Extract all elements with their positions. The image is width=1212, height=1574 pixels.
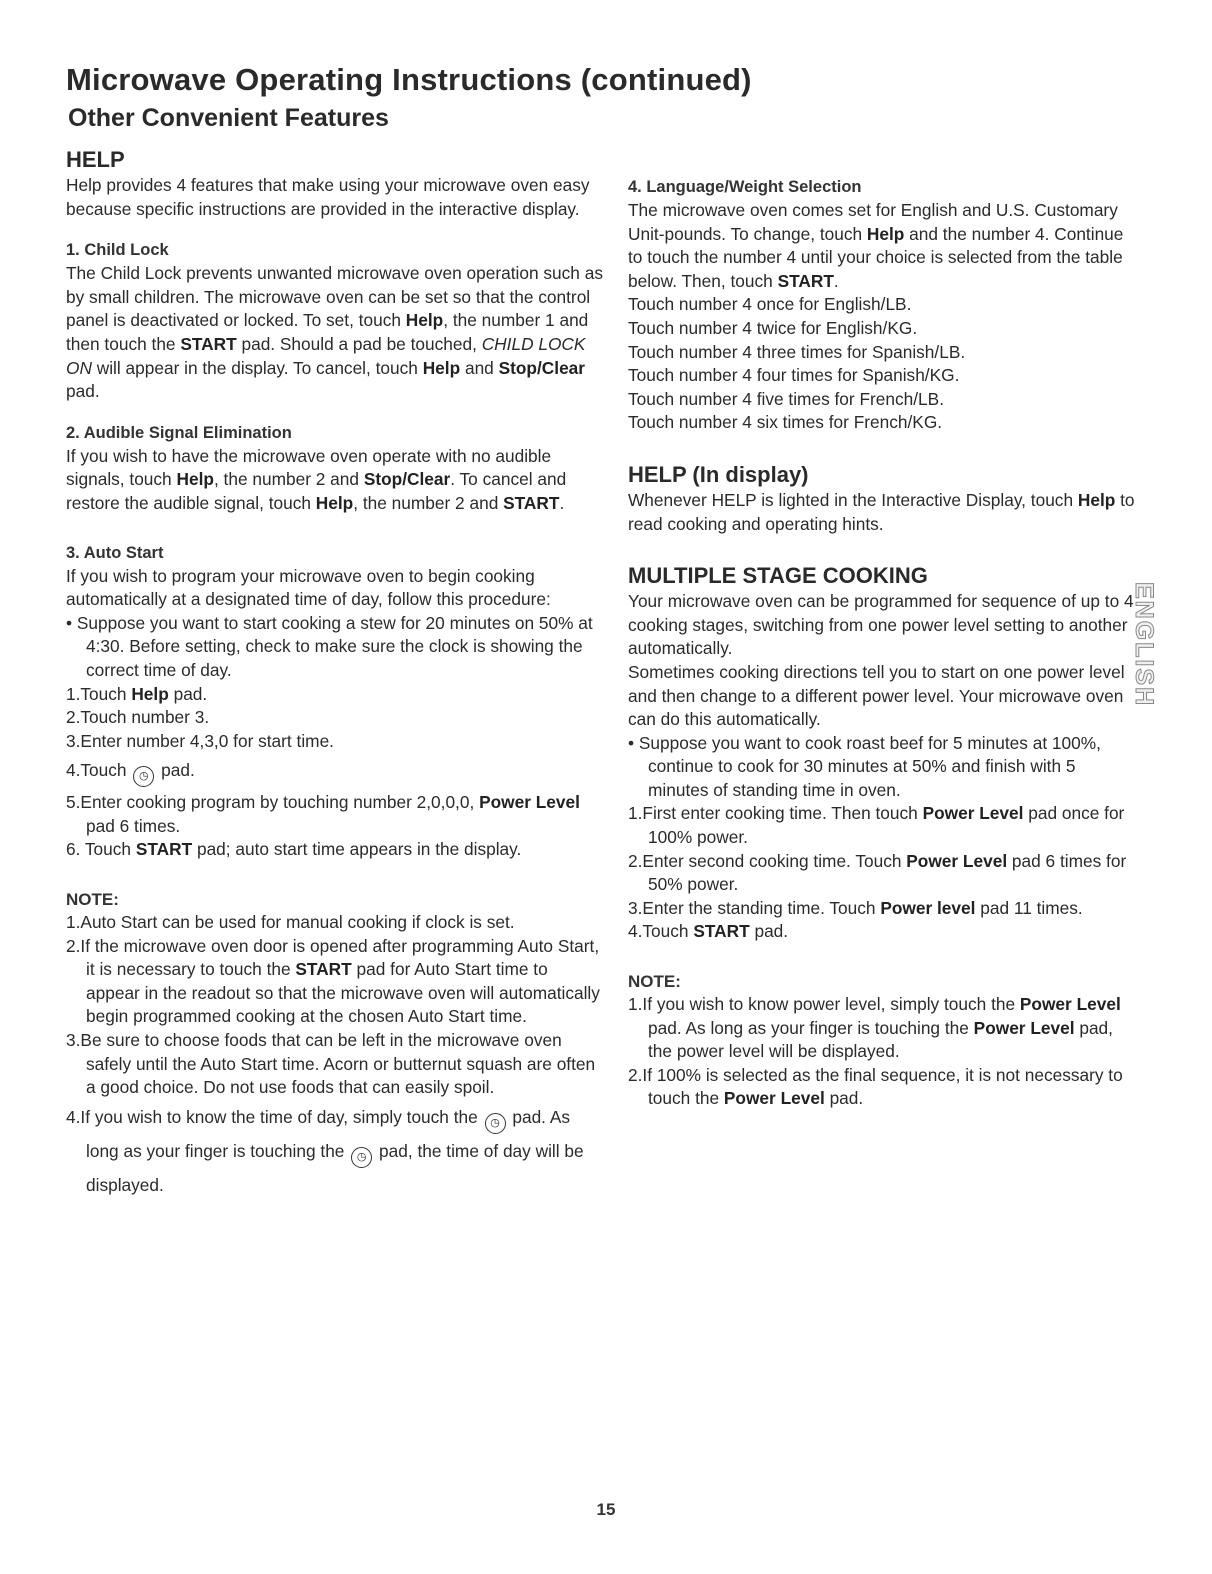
list-item: 1.Auto Start can be used for manual cooking if clock is set. [66,912,515,933]
list-item: 4.Touch ◷ pad. [66,759,606,787]
multiple-stage-heading: MULTIPLE STAGE COOKING [628,563,928,589]
page-subtitle: Other Convenient Features [68,104,389,132]
multiple-stage-example [628,732,1138,803]
language-side-tab: ENGLISH [1130,582,1158,708]
clock-icon: ◷ [485,1113,506,1134]
list-item: 6. Touch START pad; auto start time appears in the display. [66,839,522,860]
list-item: 3.Be sure to choose foods that can be left in the microwave oven safely until the Auto Start time. Acorn or butternut squash are often a good choice. Do not use foods that can easily spoil. [66,1030,596,1098]
list-item: Touch number 4 once for English/LB. [628,294,912,315]
child-lock-text: The Child Lock prevents unwanted microwave oven operation such as by small children. The microwave oven can be set so that the control panel is deactivated or locked. To set, touch Help, the number 1 and then touch the START pad. Should a pad be touched, CHILD LOCK ON will appear in the display. To cancel, touch Help and Stop/Clear pad. [66,263,603,402]
auto-start-example [66,612,606,683]
list-item: 2.Enter second cooking time. Touch Power Level pad 6 times for 50% power. [628,850,1127,895]
list-item: 1.First enter cooking time. Then touch Power Level pad once for 100% power. [628,803,1125,848]
list-item: 2.Touch number 3. [66,707,210,728]
list-item: Touch number 4 twice for English/KG. [628,317,918,338]
list-item: 2.If the microwave oven door is opened after programming Auto Start, it is necessary to touch the START pad for Auto Start time to appear in the readout so that the microwave oven will automatically begin programmed cooking at the chosen Auto Start time. [66,935,600,1027]
audible-signal-text: If you wish to have the microwave oven operate with no audible signals, touch Help, the number 2 and Stop/Clear. To cancel and restore the audible signal, touch Help, the number 2 and START. [66,445,567,513]
list-item: 4.If you wish to know the time of day, simply touch the ◷ pad. As long as your finger is touching the ◷ pad, the time of day will be displayed. [66,1106,584,1195]
list-item: 4.Touch START pad. [628,921,789,942]
help-in-display-text: Whenever HELP is lighted in the Interactive Display, touch Help to read cooking and operating hints. [628,489,1135,534]
child-lock-heading: 1. Child Lock [66,241,169,260]
language-options [628,293,1138,435]
multiple-stage-intro: Your microwave oven can be programmed for sequence of up to 4 cooking stages, switching from one power level setting to another automatically. [628,591,1134,659]
multiple-stage-note-heading: NOTE: [628,972,681,992]
auto-start-bullet: • Suppose you want to start cooking a stew for 20 minutes on 50% at 4:30. Before setting, check to make sure the clock is showing the correct time of day. [66,612,593,680]
page-title: Microwave Operating Instructions (continued) [66,62,752,97]
list-item: Touch number 4 six times for French/KG. [628,412,943,433]
multiple-stage-notes [628,993,1138,1111]
language-weight-text: The microwave oven comes set for English and U.S. Customary Unit-pounds. To change, touch Help and the number 4. Continue to touch the number 4 until your choice is selected from the table below. Then, touch START. [628,200,1124,291]
list-item: Touch number 4 five times for French/LB. [628,388,944,409]
multiple-stage-steps [628,802,1138,944]
auto-start-steps [66,683,606,863]
help-in-display-heading: HELP (In display) [628,461,809,487]
help-heading: HELP [66,147,125,172]
list-item: Touch number 4 three times for Spanish/LB. [628,341,966,362]
right-column [628,176,1138,1111]
list-item: 3.Enter number 4,3,0 for start time. [66,730,334,751]
auto-start-intro: If you wish to program your microwave oven to begin cooking automatically at a designated time of day, follow this procedure: [66,565,551,610]
left-column [66,146,606,1202]
language-weight-heading: 4. Language/Weight Selection [628,178,862,196]
list-item: 2.If 100% is selected as the final sequence, it is not necessary to touch the Power Level pad. [628,1064,1123,1109]
page-number: 15 [596,1500,616,1519]
list-item: 5.Enter cooking program by touching number 2,0,0,0, Power Level pad 6 times. [66,792,580,836]
multiple-stage-bullet: • Suppose you want to cook roast beef for 5 minutes at 100%, continue to cook for 30 minutes at 50% and finish with 5 minutes of standing time in oven. [628,732,1101,800]
audible-signal-heading: 2. Audible Signal Elimination [66,423,292,442]
list-item: Touch number 4 four times for Spanish/KG. [628,365,960,386]
clock-icon: ◷ [351,1147,372,1168]
help-intro: Help provides 4 features that make using your microwave oven easy because specific instructions are provided in the interactive display. [66,175,590,219]
auto-start-notes [66,911,606,1202]
list-item: 1.If you wish to know power level, simply touch the Power Level pad. As long as your finger is touching the Power Level pad, the power level will be displayed. [628,994,1121,1062]
auto-start-note-heading: NOTE: [66,890,119,910]
multiple-stage-intro-2: Sometimes cooking directions tell you to start on one power level and then change to a different power level. Your microwave oven can do this automatically. [628,661,1125,730]
list-item: 3.Enter the standing time. Touch Power level pad 11 times. [628,897,1083,918]
list-item: 1.Touch Help pad. [66,683,208,704]
auto-start-heading: 3. Auto Start [66,543,164,562]
clock-icon: ◷ [133,766,154,787]
